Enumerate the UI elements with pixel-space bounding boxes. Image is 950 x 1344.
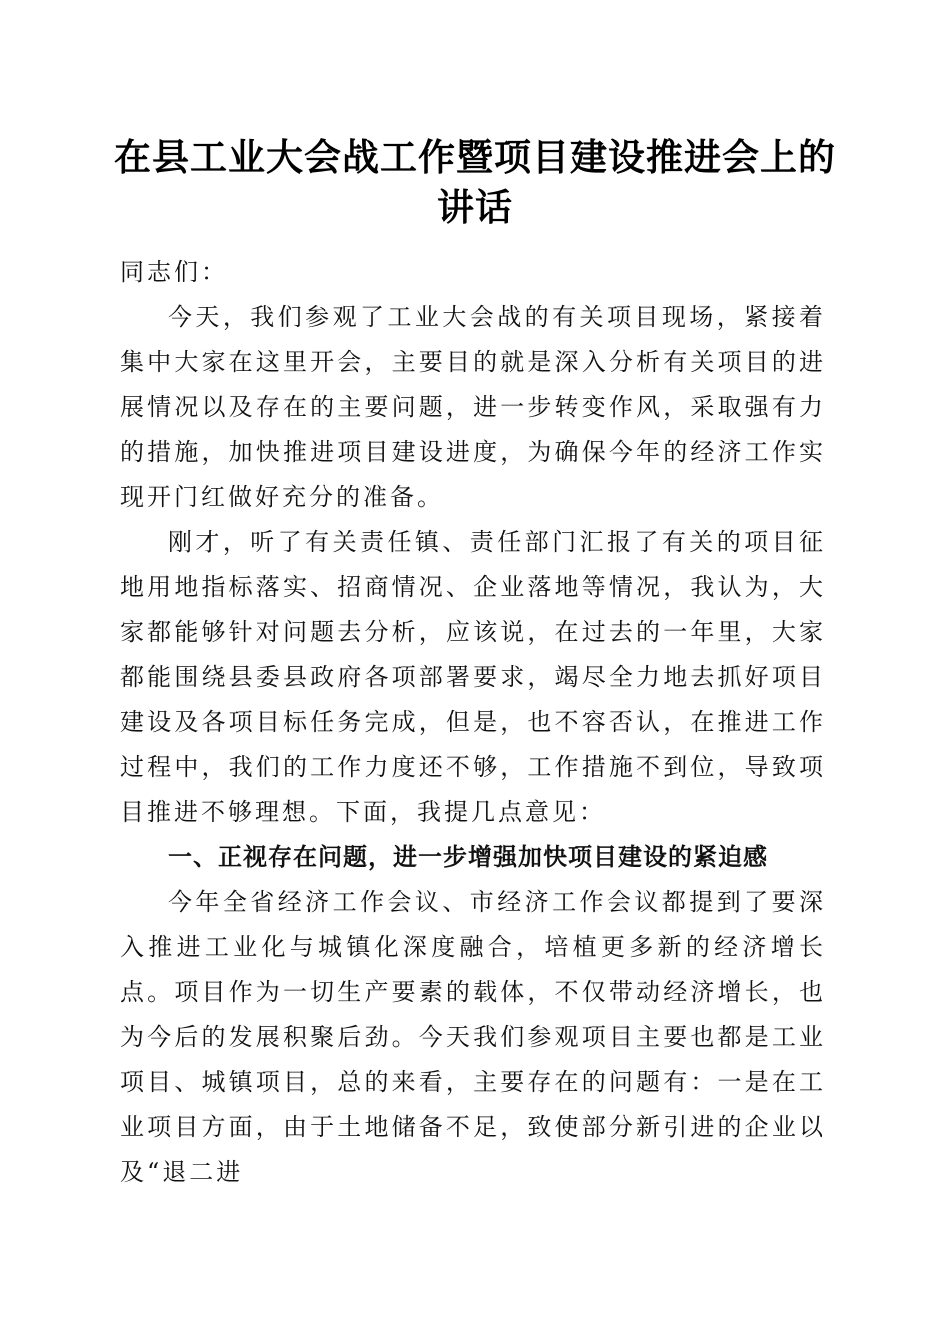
paragraph-reports: 刚才，听了有关责任镇、责任部门汇报了有关的项目征地用地指标落实、招商情况、企业落地等情况，我认为，大家都能够针对问题去分析，应该说，在过去的一年里，大家都能围绕县委县政府各项部署要求，竭尽全力地去抓好项目建设及各项目标任务完成，但是，也不容否认，在推进工作过程中，我们的工作力度还不够，工作措施不到位，导致项目推进不够理想。下面，我提几点意见：: [120, 528, 826, 826]
paragraph-section-one: 今年全省经济工作会议、市经济工作会议都提到了要深入推进工业化与城镇化深度融合，培植更多新的经济增长点。项目作为一切生产要素的载体，不仅带动经济增长，也为今后的发展积聚后劲。今天我们参观项目主要也都是工业项目、城镇项目，总的来看，主要存在的问题有：一是在工业项目方面，由于土地储备不足，致使部分新引进的企业以及“退二进: [120, 888, 826, 1186]
document-title: 在县工业大会战工作暨项目建设推进会上的讲话: [114, 135, 836, 229]
salutation: 同志们：: [120, 258, 228, 286]
paragraph-opening: 今天，我们参观了工业大会战的有关项目现场，紧接着集中大家在这里开会，主要目的就是深入分析有关项目的进展情况以及存在的主要问题，进一步转变作风，采取强有力的措施，加快推进项目建设进度，为确保今年的经济工作实现开门红做好充分的准备。: [120, 303, 826, 511]
section-heading: 一、正视存在问题，进一步增强加快项目建设的紧迫感: [168, 843, 768, 871]
document-body: [120, 250, 826, 1195]
